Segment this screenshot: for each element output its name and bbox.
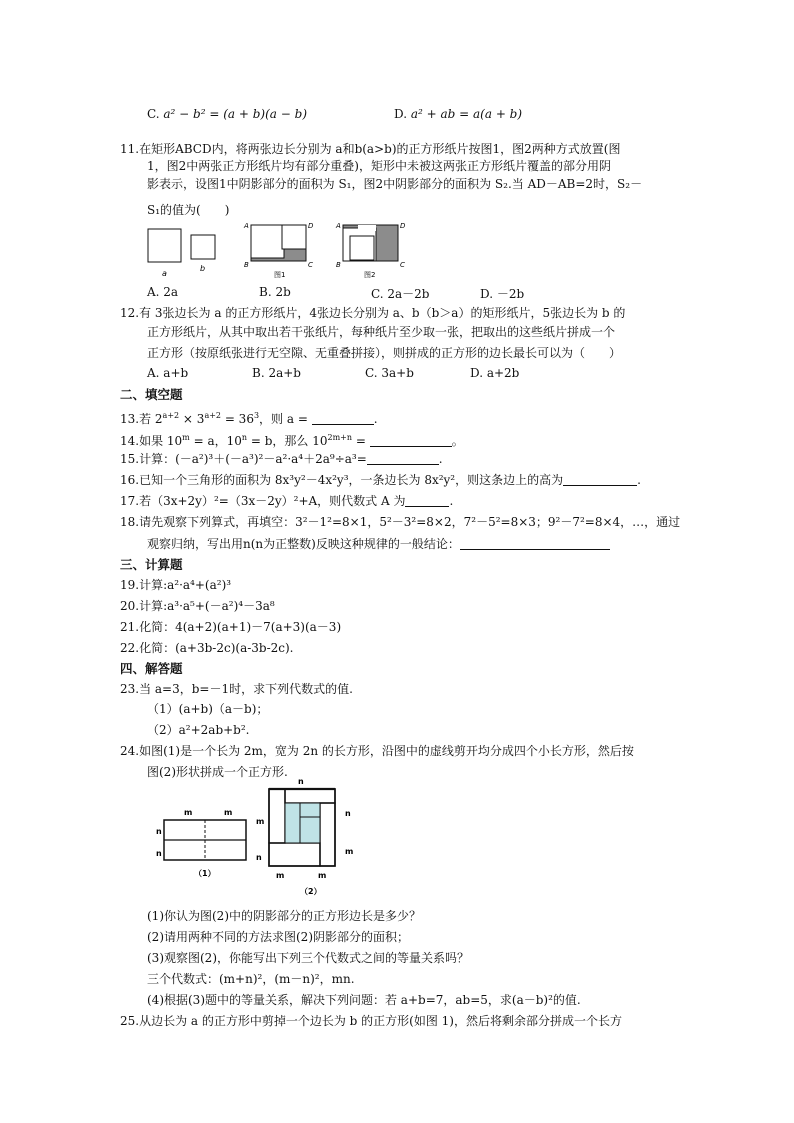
section-2-heading: 二、填空题: [120, 387, 183, 402]
q20: 20.计算:a³·a⁵+(－a²)⁴－3a⁸: [120, 599, 275, 613]
q12-option-b: B. 2a+b: [252, 366, 301, 380]
q24-fig2: [256, 777, 353, 896]
svg-text:B: B: [244, 261, 249, 269]
svg-text:m: m: [184, 808, 193, 817]
q12-option-d: D. a+2b: [470, 366, 520, 380]
svg-text:n: n: [345, 809, 351, 818]
q24-part3-exprs: 三个代数式：(m+n)²，(m－n)²，mn.: [147, 972, 355, 986]
q10-option-c: C. a² − b² = (a + b)(a − b): [147, 107, 307, 121]
svg-text:D: D: [308, 222, 314, 230]
q12-line2: 正方形纸片，从其中取出若干张纸片，每种纸片至少取一张，把取出的这些纸片拼成一个: [147, 325, 616, 339]
q24-part4: (4)根据(3)题中的等量关系，解决下列问题：若 a+b=7，ab=5，求(a－b)²的值.: [147, 993, 581, 1007]
svg-text:C: C: [400, 261, 405, 269]
q19: 19.计算:a²·a⁴+(a²)³: [120, 578, 232, 592]
svg-text:n: n: [256, 853, 262, 862]
q22: 22.化简：(a+3b-2c)(a-3b-2c).: [120, 641, 294, 655]
q24-part2: (2)请用两种不同的方法求图(2)阴影部分的面积；: [147, 930, 409, 944]
q24-fig1-caption: （1）: [194, 869, 216, 878]
svg-text:m: m: [318, 871, 327, 880]
section-4-heading: 四、解答题: [120, 661, 183, 676]
q11-option-a: A. 2a: [147, 285, 179, 299]
q11-option-c: C. 2a－2b: [371, 287, 430, 301]
svg-text:m: m: [345, 847, 354, 856]
q18-blank[interactable]: [460, 537, 610, 550]
q24-figure: [150, 772, 370, 902]
q13: 13.若 $2^{a+2} \times 3^{a+2} = 36^3$，则 a = .: [120, 411, 378, 426]
section-3-heading: 三、计算题: [120, 557, 183, 572]
svg-text:n: n: [156, 827, 162, 836]
label-b: b: [200, 264, 206, 273]
fig2: [335, 222, 406, 279]
fig1: [243, 222, 314, 279]
q24-shaded-square: [285, 803, 320, 843]
q13-blank[interactable]: [312, 412, 374, 425]
q12-line1: 12.有 3张边长为 a 的正方形纸片，4张边长分别为 a、b（b＞a）的矩形纸片，5张边长为 b 的: [120, 306, 626, 320]
svg-text:m: m: [224, 808, 233, 817]
q16-blank[interactable]: [563, 473, 637, 486]
svg-text:B: B: [336, 261, 341, 269]
q17: 17.若（3x+2y）²=（3x－2y）²+A，则代数式 A 为 .: [120, 494, 454, 508]
q16: 16.已知一个三角形的面积为 8x³y²－4x²y³，一条边长为 8x²y²，则这条边上的高为 .: [120, 473, 641, 487]
q17-blank[interactable]: [405, 494, 449, 507]
q11-figure: [140, 218, 410, 280]
label-a: a: [162, 269, 167, 278]
q12-option-a: A. a+b: [147, 366, 189, 380]
q23-line1: 23.当 a=3，b=－1时，求下列代数式的值.: [120, 682, 353, 696]
fig1-caption: 图1: [274, 271, 286, 279]
q24-line1: 24.如图(1)是一个长为 2m，宽为 2n 的长方形，沿图中的虚线剪开均分成四个小长方形，然后按: [120, 744, 634, 758]
q14-blank[interactable]: [370, 434, 452, 447]
q11-option-d: D. －2b: [480, 287, 525, 301]
q14: 14.如果 $10^m = a$，$10^n = b$，那么 $10^{2m+n}$ = 。: [120, 433, 464, 448]
q11-line3: 影表示，设图1中阴影部分的面积为 S₁，图2中阴影部分的面积为 S₂.当 AD－AB=2时，S₂－: [147, 177, 643, 191]
svg-text:D: D: [400, 222, 406, 230]
svg-text:m: m: [256, 817, 265, 826]
q11-line2: 1，图2中两张正方形纸片均有部分重叠)，矩形中未被这两张正方形纸片覆盖的部分用阴: [147, 159, 611, 173]
square-a: [148, 229, 181, 262]
q24-part1: (1)你认为图(2)中的阴影部分的正方形边长是多少？: [147, 909, 421, 923]
q10-option-d: D. a² + ab = a(a + b): [394, 107, 523, 121]
q24-fig1: [156, 808, 246, 878]
q15: 15.计算：(－a²)³＋(－a³)²－a²·a⁴＋2a⁹÷a³= .: [120, 452, 443, 466]
q21: 21.化简：4(a+2)(a+1)－7(a+3)(a－3): [120, 620, 342, 634]
q25-line1: 25.从边长为 a 的正方形中剪掉一个边长为 b 的正方形(如图 1)，然后将剩余部分拼成一个长方: [120, 1014, 622, 1028]
q24-part3: (3)观察图(2)，你能写出下列三个代数式之间的等量关系吗？: [147, 951, 469, 965]
q24-line2: 图(2)形状拼成一个正方形.: [147, 765, 288, 779]
fig2-caption: 图2: [364, 271, 376, 279]
q11-line1: 11.在矩形ABCD内，将两张边长分别为 a和b(a>b)的正方形纸片按图1，图2两种方式放置(图: [120, 142, 621, 156]
q12-line3: 正方形（按原纸张进行无空隙、无重叠拼接），则拼成的正方形的边长最长可以为（ ）: [147, 346, 622, 360]
svg-text:A: A: [336, 222, 341, 230]
svg-text:m: m: [276, 871, 285, 880]
svg-text:C: C: [308, 261, 313, 269]
square-b: [191, 235, 215, 259]
q18-line1: 18.请先观察下列算式，再填空：3²－1²=8×1，5²－3²=8×2，7²－5²=8×3；9²－7²=8×4，…，通过: [120, 515, 681, 529]
svg-text:n: n: [156, 849, 162, 858]
q23-part2: （2）a²+2ab+b².: [147, 723, 250, 737]
q18-line2: 观察归纳，写出用n(n为正整数)反映这种规律的一般结论：: [147, 536, 610, 553]
q11-line4: S₁的值为( ): [147, 203, 230, 217]
q15-blank[interactable]: [367, 452, 439, 465]
q24-fig2-caption: （2）: [300, 887, 322, 896]
q23-part1: （1）(a+b)（a－b)；: [147, 702, 269, 716]
svg-text:A: A: [244, 222, 249, 230]
svg-text:n: n: [298, 777, 304, 786]
q11-option-b: B. 2b: [259, 285, 291, 299]
q12-option-c: C. 3a+b: [365, 366, 414, 380]
